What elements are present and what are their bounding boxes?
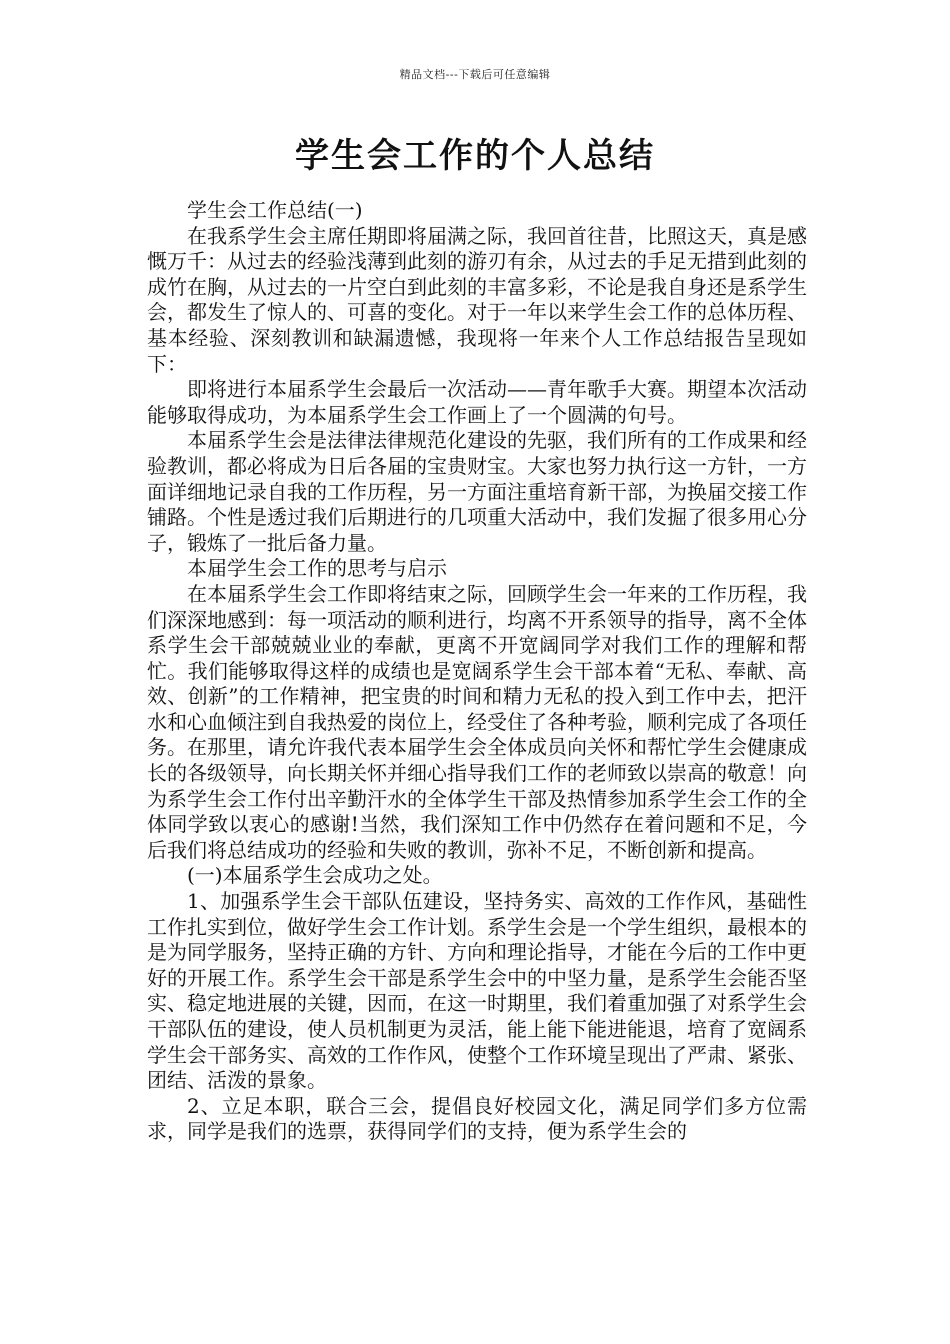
document-body	[147, 198, 807, 1145]
paragraph: 2、立足本职，联合三会，提倡良好校园文化，满足同学们多方位需求，同学是我们的选票，获得同学们的支持，便为系学生会的	[147, 1093, 807, 1144]
document-title: 学生会工作的个人总结	[295, 136, 655, 176]
section-heading: 本届学生会工作的思考与启示	[187, 556, 447, 581]
paragraph: 在本届系学生会工作即将结束之际，回顾学生会一年来的工作历程，我们深深地感到：每一项活动的顺利进行，均离不开系领导的指导，离不全体系学生会干部兢兢业业的奉献，更离不开宽阔同学对我们工作的理解和帮忙。我们能够取得这样的成绩也是宽阔系学生会干部本着“无私、奉献、高效、创新”的工作精神，把宝贵的时间和精力无私的投入到工作中去，把汗水和心血倾注到自我热爱的岗位上，经受住了各种考验，顺利完成了各项任务。在那里，请允许我代表本届学生会全体成员向关怀和帮忙学生会健康成长的各级领导，向长期关怀并细心指导我们工作的老师致以崇高的敬意！向为系学生会工作付出辛勤汗水的全体学生干部及热情参加系学生会工作的全体同学致以衷心的感谢!当然，我们深知工作中仍然存在着问题和不足，今后我们将总结成功的经验和失败的教训，弥补不足，不断创新和提高。	[147, 581, 807, 862]
paragraph: 1、加强系学生会干部队伍建设，坚持务实、高效的工作作风，基础性工作扎实到位，做好学生会工作计划。系学生会是一个学生组织，最根本的是为同学服务，坚持正确的方针、方向和理论指导，才能在今后的工作中更好的开展工作。系学生会干部是系学生会中的中坚力量，是系学生会能否坚实、稳定地进展的关键，因而，在这一时期里，我们着重加强了对系学生会干部队伍的建设，使人员机制更为灵活，能上能下能进能退，培育了宽阔系学生会干部务实、高效的工作作风，使整个工作环境呈现出了严肃、紧张、团结、活泼的景象。	[147, 889, 807, 1093]
paragraph: 即将进行本届系学生会最后一次活动——青年歌手大赛。期望本次活动能够取得成功，为本届系学生会工作画上了一个圆满的句号。	[147, 377, 807, 427]
paragraph: 在我系学生会主席任期即将届满之际，我回首往昔，比照这天，真是感慨万千：从过去的经验浅薄到此刻的游刃有余，从过去的手足无措到此刻的成竹在胸，从过去的一片空白到此刻的丰富多彩，不论是我自身还是系学生会，都发生了惊人的、可喜的变化。对于一年以来学生会工作的总体历程、基本经验、深刻教训和缺漏遗憾，我现将一年来个人工作总结报告呈现如下：	[147, 223, 807, 376]
section-heading: 学生会工作总结(一)	[187, 198, 363, 222]
page-header: 精品文档---下载后可任意编辑	[399, 68, 551, 81]
paragraph: 本届系学生会是法律法律规范化建设的先驱，我们所有的工作成果和经验教训，都必将成为日后各届的宝贵财宝。大家也努力执行这一方针，一方面详细地记录自我的工作历程，另一方面注重培育新干部，为换届交接工作铺路。个性是透过我们后期进行的几项重大活动中，我们发掘了很多用心分子，锻炼了一批后备力量。	[147, 428, 807, 555]
section-heading: (一)本届系学生会成功之处。	[187, 863, 443, 888]
